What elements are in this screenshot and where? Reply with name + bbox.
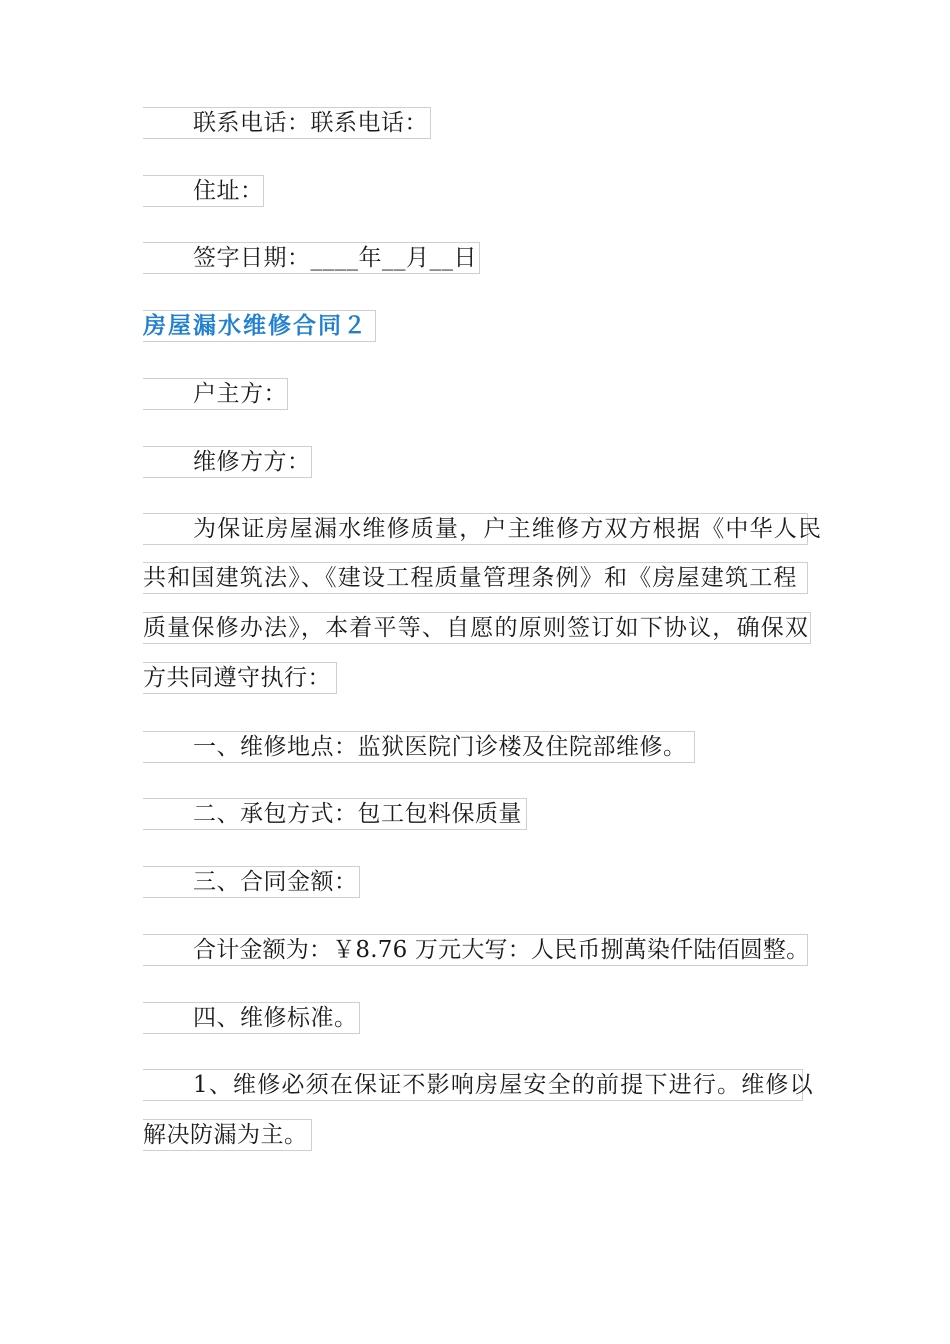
owner-party-line: 户主方： (143, 378, 288, 410)
intro-paragraph-line-4: 方共同遵守执行： (143, 662, 337, 694)
section-heading: 房屋漏水维修合同２ (143, 310, 376, 342)
clause-repair-standard: 四、维修标准。 (143, 1002, 360, 1034)
standard-item-1-line-2: 解决防漏为主。 (143, 1119, 312, 1151)
standard-item-1-line-1: 1、维修必须在保证不影响房屋安全的前提下进行。维修以 (143, 1069, 803, 1101)
address-line: 住址： (143, 175, 264, 207)
intro-paragraph-line-3: 质量保修办法》，本着平等、自愿的原则签订如下协议，确保双 (143, 612, 811, 644)
sign-date-line: 签字日期：____年__月__日 (143, 242, 480, 274)
repairer-party-line: 维修方方： (143, 446, 312, 478)
clause-contract-method: 二、承包方式：包工包料保质量 (143, 798, 527, 830)
contact-phone-line: 联系电话：联系电话： (143, 107, 431, 139)
intro-paragraph-line-1: 为保证房屋漏水维修质量，户主维修方双方根据《中华人民 (143, 513, 808, 545)
clause-contract-amount: 三、合同金额： (143, 866, 360, 898)
clause-location: 一、维修地点：监狱医院门诊楼及住院部维修。 (143, 731, 695, 763)
total-amount-line: 合计金额为：￥8.76 万元大写：人民币捌萬染仟陆佰圆整。 (143, 934, 808, 966)
intro-paragraph-line-2: 共和国建筑法》、《建设工程质量管理条例》和《房屋建筑工程 (143, 562, 808, 594)
